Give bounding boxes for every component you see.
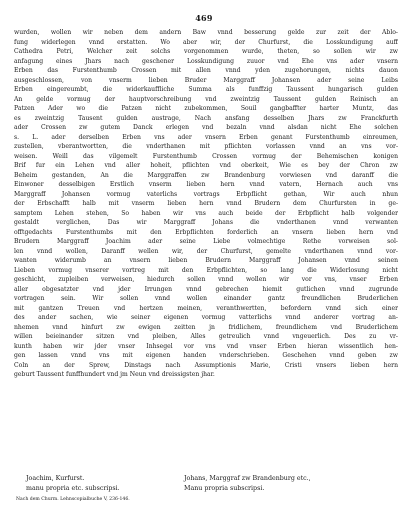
page-number: 469 (195, 13, 213, 23)
document-body (14, 28, 398, 380)
text-line: mit gantzen Treuen vnd hertzen meinen, veranthwertten, befordern vnnd sich einer (14, 304, 398, 312)
text-line: s. L. ader derselben Erben vns ader vnsern Erben genant Furstenthumb einreumen, (14, 133, 398, 141)
text-line: ausgeschlossen, von vnserm lieben Bruder Marggraff Johansen ader seine Leibs (14, 76, 398, 84)
text-line: Cathedra Petri, Welcher zeit solchs vorgenommen wurde, theten, so sollen wir zw (14, 48, 398, 55)
text-line: len vnnd wollen, Daranff wellen wir, der Churfurst, gemelte vnderthanen vnnd vor- (14, 247, 398, 255)
text-line: nhemen vnnd hinfurt zw ewigen zeitten jn fridlichem, freundlichem vnd Bruderlichem (14, 323, 398, 331)
text-line: offtgedachts Furstenthumbs mit den Erbpflichten forderlich an vnsern lieben hern vnd (14, 228, 398, 236)
text-line: samptem Lehen stehen, So haben wir vns auch beide der Erbpflicht halb volgender (14, 209, 398, 217)
signature-margrave-subscription: Manu propria subscripsi. (184, 485, 265, 492)
text-line: kunth haben wir jder vnser Inhsegel vor vns vnd vnser Erben hieran wissentlich hen- (14, 342, 398, 350)
source-footnote: Nach dem Churm. Lehnscopialbuche V, 236-146. (16, 497, 130, 502)
text-line: des ander sachen, wie seiner eigenen vormug vatterlichs vnnd anderer vortrag an- (14, 314, 398, 321)
signature-margrave-name: Johans, Marggraf zw Brandenburg etc., (184, 475, 311, 482)
text-line: Coln an der Sprew, Dinstags nach Assumptionis Marie, Cristi vnsers lieben hern (14, 361, 398, 369)
text-line: Brudern Marggraff Joachim ader seine Liebe volmechtige Rethe vorweisen sol- (14, 238, 398, 245)
text-line: Brif fur ein Lehen vnd aller hoheit, pflichten vnd oberkeit, Wie es bey der Chron zw (14, 162, 398, 169)
signature-elector-name: Joachim, Kurfurst. (26, 475, 85, 482)
signature-row-names (14, 474, 398, 484)
text-line: Beheim gestanden, An die Marggraffen zw Brandenburg vorwiesen vnd daranff die (14, 171, 398, 179)
text-line: zustellen, vberantwortten, die vnderthanen mit pflichten vorlassen vnnd an vns vor- (14, 143, 398, 150)
text-line: Marggraff Johansen vormug vaterlichs vortrags Erbpflicht gethan, Wir auch nhun (14, 190, 398, 198)
text-line: weisen. Weill das vilgemelt Furstenthumb Crossen vormug der Behemischen konigen (14, 152, 398, 160)
text-line: Patzen Ader wo die Patzen nicht zubekommen, Souil gangbaffter harter Muntz, das (14, 105, 398, 112)
text-line: Erben das Furstenthumb Crossen mit allen vnnd yden zugehorungen, nichts dauon (14, 67, 398, 74)
signature-elector-subscription: manu propria etc. subscripsi. (26, 485, 120, 492)
text-line: wurden, wollen wir neben dem andern Baw vnnd besserung gelde zur zeit der Ablo- (14, 29, 398, 36)
text-line: Einwoner desselbigen Erstlich vnserm lieben hern vnnd vatern, Hernach auch vns (14, 181, 398, 188)
text-line: gestaldt verglichen, Das wir Marggraff Johans die vnderthanen vnnd verwanten (14, 219, 398, 226)
text-line: aller obgesatzter vnd jder Irrungen vnnd gebrechen hiemit gutlichen vnnd zugrunde (14, 285, 398, 293)
text-line: gen lassen vnnd vns mit eigenen handen vnderschrieben. Geschehen vnnd geben zw (14, 352, 398, 359)
text-line: fung widerlegen vnnd erstatten. Wo aber wir, der Churfurst, die Losskundigung auff (14, 38, 398, 46)
text-line: willen beieinander sitzen vnd pleiben, Alles getreulich vnnd vngeuerlich. Des zu vr- (14, 333, 398, 340)
text-line: wanten widerumb an vnsern lieben Brudern Marggraff Johansen vnnd seinen (14, 257, 398, 264)
text-line: ader Crossen zw gutem Danck erlegen vnd bezaln vnnd alsdan nicht Ehe solchen (14, 124, 398, 131)
text-line: Erben eingereumbt, die widerkauffliche Summa als funffzig Taussent hungarisch gulden (14, 86, 398, 93)
signature-block (14, 474, 398, 494)
text-line: es zweintzig Tausent gulden austrage, Nach ansfang desselben Jhars zw Franckfurth (14, 114, 398, 122)
signature-row-subscriptions (14, 484, 398, 494)
text-line: anfagung eines Jhars nach geschener Losskundigung zuuor vnd Ehe vns ader vnsern (14, 57, 398, 65)
text-line: geschicht, zupleiben verweisen, hiedurch sollen vnnd wollen wir vor vns, vnser Erben (14, 276, 398, 283)
text-line: An gelde vormug der hauptvorschreibung vnd zweintzig Taussent gulden Reinisch an (14, 95, 398, 103)
text-line: der Erbschafft halb mit vnserm lieben hern vnnd Brudern dem Churfursten in ge- (14, 200, 398, 207)
text-line: Lieben vormug vnserer vortreg mit den Erbpflichten, so lang die Widerlosung nicht (14, 266, 398, 274)
text-line: vortragen sein. Wir sollen vnnd wollen einander gantz freundlichen Bruderlichen (14, 295, 398, 302)
text-line: geburt Taussent funffhundert vnd jm Neun vnd dreissigsten jhar. (14, 371, 215, 378)
